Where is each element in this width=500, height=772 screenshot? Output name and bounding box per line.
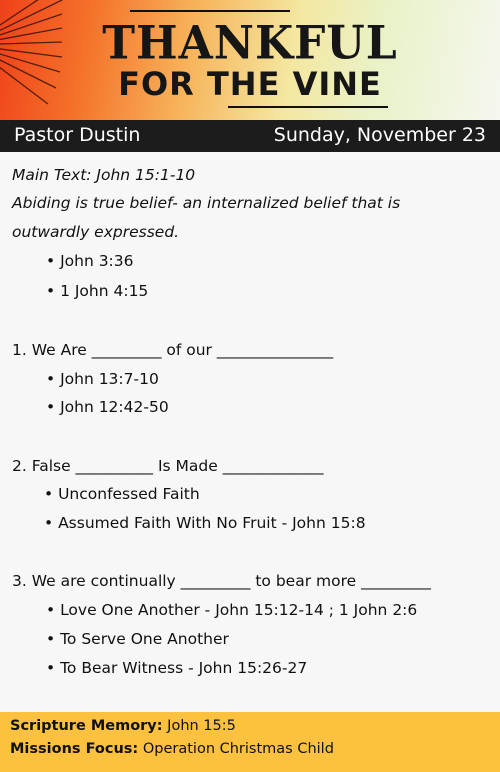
missions-focus-label: Missions Focus: <box>10 741 139 757</box>
point-1: 1. We Are _________ of our _______________ <box>12 341 334 359</box>
list-item: • John 3:36 <box>46 252 134 270</box>
list-item: • 1 John 4:15 <box>46 282 149 300</box>
sermon-notes <box>0 152 500 712</box>
list-item: • John 12:42-50 <box>46 398 169 416</box>
sermon-date: Sunday, November 23 <box>273 124 486 146</box>
title-rule-top <box>130 10 290 12</box>
scripture-memory-value: John 15:5 <box>167 718 236 734</box>
title-line-1: THANKFUL <box>102 16 398 71</box>
list-item: • To Serve One Another <box>46 630 229 648</box>
point-3: 3. We are continually _________ to bear more _________ <box>12 572 431 590</box>
abiding-line-1: Abiding is true belief- an internalized belief that is <box>12 194 401 212</box>
scripture-memory <box>10 718 236 734</box>
header-banner <box>0 0 500 120</box>
abiding-line-2: outwardly expressed. <box>12 223 180 241</box>
footer-banner <box>0 712 500 772</box>
info-bar <box>0 120 500 152</box>
list-item: • Love One Another - John 15:12-14 ; 1 John 2:6 <box>46 601 418 619</box>
missions-focus-value: Operation Christmas Child <box>142 741 334 757</box>
scripture-memory-label: Scripture Memory: <box>10 718 163 734</box>
title-line-2: FOR THE VINE <box>118 65 382 103</box>
main-text: Main Text: John 15:1-10 <box>12 166 196 184</box>
list-item: • To Bear Witness - John 15:26-27 <box>46 659 308 677</box>
point-2: 2. False __________ Is Made _____________ <box>12 457 324 475</box>
list-item: • John 13:7-10 <box>46 370 159 388</box>
pastor-name: Pastor Dustin <box>14 124 141 146</box>
title-rule-bottom <box>228 106 388 108</box>
missions-focus <box>10 741 334 757</box>
list-item: • Assumed Faith With No Fruit - John 15:8 <box>44 514 366 532</box>
list-item: • Unconfessed Faith <box>44 485 200 503</box>
